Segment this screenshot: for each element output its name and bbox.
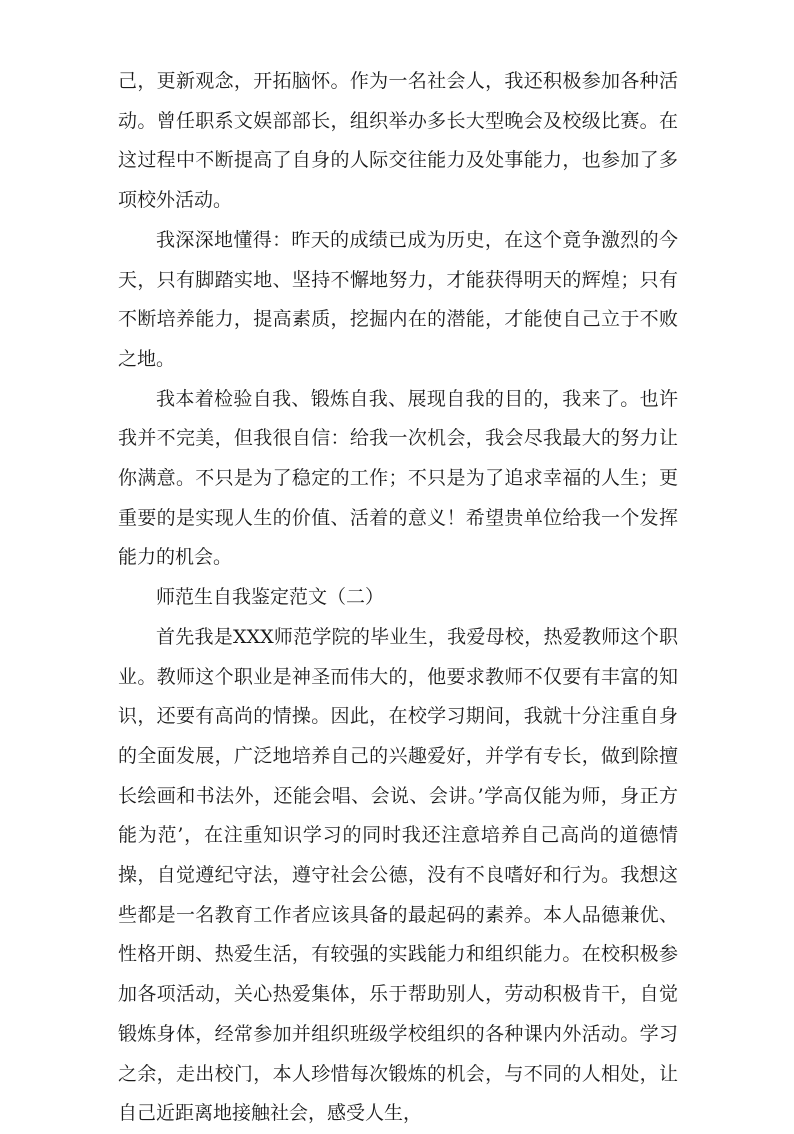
section-heading: 师范生自我鉴定范文（二）: [156, 586, 385, 609]
paragraph-understanding: 我深深地懂得：昨天的成绩已成为历史，在这个竟争激烈的今天，只有脚踏实地、坚持不懈地努力，才能获得明天的辉煌；只有不断培养能力，提高素质，挖掘内在的潜能，才能使自己立于不败之地。: [118, 228, 678, 370]
paragraph-continuation: 己，更新观念，开拓脑怀。作为一名社会人，我还积极参加各种活动。曾任职系文娱部部长，组织举办多长大型晚会及校级比赛。在这过程中不断提高了自身的人际交往能力及处事能力，也参加了多项校外活动。: [118, 70, 678, 212]
paragraph-self-assessment: 首先我是XXX师范学院的毕业生，我爱母校，热爱教师这个职业。教师这个职业是神圣而伟大的，他要求教师不仅要有丰富的知识，还要有高尚的情操。因此，在校学习期间，我就十分注重自身的全面发展，广泛地培养自己的兴趣爱好，并学有专长，做到除擅长绘画和书法外，还能会唱、会说、会讲。’学高仅能为师，身正方能为范’，在注重知识学习的同时我还注意培养自己高尚的道德情操，自觉遵纪守法，遵守社会公德，没有不良嗜好和行为。我想这些都是一名教育工作者应该具备的最起码的素养。本人品德兼优、性格开朗、热爱生活，有较强的实践能力和组织能力。在校积极参加各项活动，关心热爱集体，乐于帮助别人，劳动积极肯干，自觉锻炼身体，经常参加并组织班级学校组织的各种课内外活动。学习之余，走出校门，本人珍惜每次锻炼的机会，与不同的人相处，让自己近距离地接触社会，感受人生，: [118, 625, 678, 1125]
document-page: [118, 62, 678, 1134]
paragraph-purpose: 我本着检验自我、锻炼自我、展现自我的目的，我来了。也许我并不完美，但我很自信：给我一次机会，我会尽我最大的努力让你满意。不只是为了稳定的工作；不只是为了追求幸福的人生；更重要的是实现人生的价值、活着的意义！希望贵单位给我一个发挥能力的机会。: [118, 387, 678, 569]
